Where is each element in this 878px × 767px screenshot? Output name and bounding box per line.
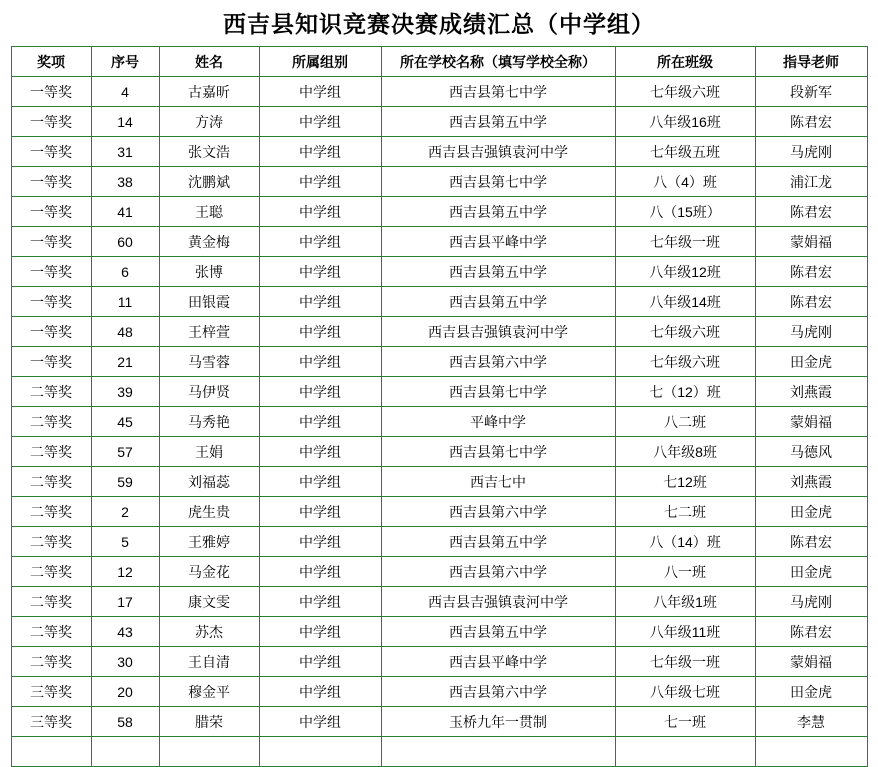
column-header-teacher: 指导老师: [755, 47, 867, 77]
cell-number: 14: [91, 107, 159, 137]
table-row: [11, 587, 867, 617]
cell-group: 中学组: [259, 497, 381, 527]
table-row: [11, 257, 867, 287]
cell-prize: 二等奖: [11, 407, 91, 437]
table-row: [11, 617, 867, 647]
cell-school: 西吉县平峰中学: [381, 227, 615, 257]
cell-class: 八二班: [615, 407, 755, 437]
cell-class: 七年级六班: [615, 77, 755, 107]
cell-teacher: 陈君宏: [755, 107, 867, 137]
cell-teacher: 陈君宏: [755, 197, 867, 227]
cell-number: 57: [91, 437, 159, 467]
cell-number: [91, 737, 159, 767]
cell-name: 王自清: [159, 647, 259, 677]
table-row: [11, 347, 867, 377]
cell-number: 20: [91, 677, 159, 707]
column-header-class: 所在班级: [615, 47, 755, 77]
cell-number: 59: [91, 467, 159, 497]
cell-school: 西吉县第六中学: [381, 677, 615, 707]
cell-group: 中学组: [259, 137, 381, 167]
cell-prize: 一等奖: [11, 137, 91, 167]
cell-name: 康文雯: [159, 587, 259, 617]
table-row: [11, 287, 867, 317]
cell-prize: 一等奖: [11, 317, 91, 347]
cell-number: 39: [91, 377, 159, 407]
cell-class: 八年级11班: [615, 617, 755, 647]
cell-prize: 一等奖: [11, 197, 91, 227]
cell-group: 中学组: [259, 617, 381, 647]
cell-name: 沈鹏斌: [159, 167, 259, 197]
cell-prize: 一等奖: [11, 257, 91, 287]
table-row-empty: [11, 737, 867, 767]
cell-number: 60: [91, 227, 159, 257]
cell-school: 西吉县第五中学: [381, 257, 615, 287]
cell-prize: 三等奖: [11, 707, 91, 737]
table-row: [11, 167, 867, 197]
cell-school: 西吉县第五中学: [381, 617, 615, 647]
cell-name: 刘福蕊: [159, 467, 259, 497]
cell-number: 2: [91, 497, 159, 527]
cell-school: 西吉县吉强镇袁河中学: [381, 137, 615, 167]
cell-school: 西吉县第五中学: [381, 107, 615, 137]
cell-group: 中学组: [259, 707, 381, 737]
cell-class: 八年级8班: [615, 437, 755, 467]
cell-class: 八年级1班: [615, 587, 755, 617]
table-row: [11, 467, 867, 497]
cell-prize: 二等奖: [11, 377, 91, 407]
cell-class: 八年级14班: [615, 287, 755, 317]
cell-prize: 一等奖: [11, 107, 91, 137]
table-header-row: [11, 47, 867, 77]
cell-prize: 二等奖: [11, 527, 91, 557]
cell-name: 张博: [159, 257, 259, 287]
cell-name: 穆金平: [159, 677, 259, 707]
cell-number: 43: [91, 617, 159, 647]
cell-name: 马金花: [159, 557, 259, 587]
cell-prize: 二等奖: [11, 437, 91, 467]
cell-number: 4: [91, 77, 159, 107]
table-row: [11, 557, 867, 587]
table-row: [11, 197, 867, 227]
cell-teacher: 陈君宏: [755, 617, 867, 647]
cell-group: 中学组: [259, 197, 381, 227]
page-title: 西吉县知识竞赛决赛成绩汇总（中学组）: [223, 12, 655, 37]
cell-school: 西吉县第七中学: [381, 437, 615, 467]
cell-group: 中学组: [259, 107, 381, 137]
cell-number: 21: [91, 347, 159, 377]
cell-class: 七二班: [615, 497, 755, 527]
cell-school: 西吉七中: [381, 467, 615, 497]
cell-group: 中学组: [259, 647, 381, 677]
cell-class: 七年级五班: [615, 137, 755, 167]
cell-teacher: [755, 737, 867, 767]
table-header: [11, 47, 867, 77]
cell-name: 黄金梅: [159, 227, 259, 257]
cell-teacher: 蒙娟福: [755, 647, 867, 677]
cell-teacher: 蒙娟福: [755, 407, 867, 437]
cell-group: 中学组: [259, 407, 381, 437]
cell-prize: 一等奖: [11, 287, 91, 317]
cell-group: 中学组: [259, 557, 381, 587]
cell-prize: 二等奖: [11, 497, 91, 527]
cell-teacher: 马虎刚: [755, 317, 867, 347]
cell-class: 八年级16班: [615, 107, 755, 137]
cell-group: 中学组: [259, 347, 381, 377]
cell-school: 西吉县吉强镇袁河中学: [381, 587, 615, 617]
cell-class: 八年级12班: [615, 257, 755, 287]
cell-school: 西吉县第五中学: [381, 197, 615, 227]
cell-group: 中学组: [259, 587, 381, 617]
cell-teacher: 陈君宏: [755, 287, 867, 317]
cell-teacher: 刘燕霞: [755, 467, 867, 497]
results-table: [11, 46, 868, 767]
cell-school: 西吉县第六中学: [381, 497, 615, 527]
cell-teacher: 田金虎: [755, 677, 867, 707]
table-row: [11, 437, 867, 467]
table-row: [11, 707, 867, 737]
table-row: [11, 527, 867, 557]
cell-school: 西吉县第七中学: [381, 77, 615, 107]
cell-prize: 二等奖: [11, 587, 91, 617]
cell-teacher: 马德风: [755, 437, 867, 467]
cell-class: 八一班: [615, 557, 755, 587]
cell-number: 48: [91, 317, 159, 347]
cell-class: 七年级六班: [615, 317, 755, 347]
cell-group: 中学组: [259, 677, 381, 707]
table-row: [11, 497, 867, 527]
cell-school: 西吉县吉强镇袁河中学: [381, 317, 615, 347]
cell-name: 王娟: [159, 437, 259, 467]
table-row: [11, 377, 867, 407]
cell-prize: [11, 737, 91, 767]
cell-teacher: 陈君宏: [755, 257, 867, 287]
cell-name: 王梓萱: [159, 317, 259, 347]
cell-school: 玉桥九年一贯制: [381, 707, 615, 737]
cell-group: 中学组: [259, 227, 381, 257]
cell-number: 6: [91, 257, 159, 287]
cell-name: 苏杰: [159, 617, 259, 647]
cell-class: 八年级七班: [615, 677, 755, 707]
cell-teacher: 刘燕霞: [755, 377, 867, 407]
cell-group: 中学组: [259, 317, 381, 347]
cell-class: 七（12）班: [615, 377, 755, 407]
cell-number: 17: [91, 587, 159, 617]
cell-teacher: 蒙娟福: [755, 227, 867, 257]
cell-class: 八（4）班: [615, 167, 755, 197]
cell-group: [259, 737, 381, 767]
cell-teacher: 陈君宏: [755, 527, 867, 557]
cell-school: 西吉县平峰中学: [381, 647, 615, 677]
cell-class: 七年级一班: [615, 647, 755, 677]
cell-number: 45: [91, 407, 159, 437]
cell-number: 12: [91, 557, 159, 587]
cell-prize: 一等奖: [11, 347, 91, 377]
cell-school: 西吉县第六中学: [381, 347, 615, 377]
cell-name: 虎生贵: [159, 497, 259, 527]
cell-school: 平峰中学: [381, 407, 615, 437]
cell-name: 马雪蓉: [159, 347, 259, 377]
table-row: [11, 677, 867, 707]
cell-teacher: 段新军: [755, 77, 867, 107]
cell-prize: 二等奖: [11, 557, 91, 587]
cell-name: 王雅婷: [159, 527, 259, 557]
cell-prize: 一等奖: [11, 227, 91, 257]
cell-prize: 二等奖: [11, 467, 91, 497]
cell-name: 古嘉昕: [159, 77, 259, 107]
cell-class: 七一班: [615, 707, 755, 737]
cell-number: 11: [91, 287, 159, 317]
cell-name: 张文浩: [159, 137, 259, 167]
column-header-number: 序号: [91, 47, 159, 77]
cell-name: 马秀艳: [159, 407, 259, 437]
cell-school: 西吉县第五中学: [381, 527, 615, 557]
table-row: [11, 647, 867, 677]
table-row: [11, 227, 867, 257]
cell-number: 41: [91, 197, 159, 227]
column-header-prize: 奖项: [11, 47, 91, 77]
cell-prize: 三等奖: [11, 677, 91, 707]
cell-group: 中学组: [259, 377, 381, 407]
cell-group: 中学组: [259, 527, 381, 557]
cell-name: 田银霞: [159, 287, 259, 317]
cell-name: 王聪: [159, 197, 259, 227]
cell-teacher: 田金虎: [755, 557, 867, 587]
column-header-name: 姓名: [159, 47, 259, 77]
table-row: [11, 317, 867, 347]
cell-number: 5: [91, 527, 159, 557]
cell-name: 方涛: [159, 107, 259, 137]
cell-class: 七12班: [615, 467, 755, 497]
cell-name: 马伊贤: [159, 377, 259, 407]
cell-prize: 二等奖: [11, 647, 91, 677]
table-row: [11, 107, 867, 137]
cell-class: 八（14）班: [615, 527, 755, 557]
cell-group: 中学组: [259, 257, 381, 287]
cell-school: 西吉县第七中学: [381, 167, 615, 197]
cell-class: [615, 737, 755, 767]
cell-school: [381, 737, 615, 767]
table-row: [11, 407, 867, 437]
cell-group: 中学组: [259, 167, 381, 197]
cell-prize: 一等奖: [11, 167, 91, 197]
cell-class: 七年级六班: [615, 347, 755, 377]
cell-teacher: 李慧: [755, 707, 867, 737]
cell-prize: 一等奖: [11, 77, 91, 107]
table-row: [11, 137, 867, 167]
cell-group: 中学组: [259, 437, 381, 467]
cell-teacher: 马虎刚: [755, 587, 867, 617]
cell-class: 七年级一班: [615, 227, 755, 257]
cell-teacher: 马虎刚: [755, 137, 867, 167]
cell-number: 31: [91, 137, 159, 167]
cell-teacher: 田金虎: [755, 347, 867, 377]
cell-teacher: 浦江龙: [755, 167, 867, 197]
cell-teacher: 田金虎: [755, 497, 867, 527]
table-body: [11, 77, 867, 767]
cell-school: 西吉县第五中学: [381, 287, 615, 317]
cell-name: [159, 737, 259, 767]
cell-number: 38: [91, 167, 159, 197]
cell-school: 西吉县第七中学: [381, 377, 615, 407]
cell-school: 西吉县第六中学: [381, 557, 615, 587]
cell-name: 腊荣: [159, 707, 259, 737]
cell-prize: 二等奖: [11, 617, 91, 647]
column-header-school: 所在学校名称（填写学校全称）: [381, 47, 615, 77]
cell-group: 中学组: [259, 287, 381, 317]
table-row: [11, 77, 867, 107]
cell-number: 30: [91, 647, 159, 677]
cell-number: 58: [91, 707, 159, 737]
cell-class: 八（15班）: [615, 197, 755, 227]
cell-group: 中学组: [259, 467, 381, 497]
cell-group: 中学组: [259, 77, 381, 107]
column-header-group: 所属组别: [259, 47, 381, 77]
